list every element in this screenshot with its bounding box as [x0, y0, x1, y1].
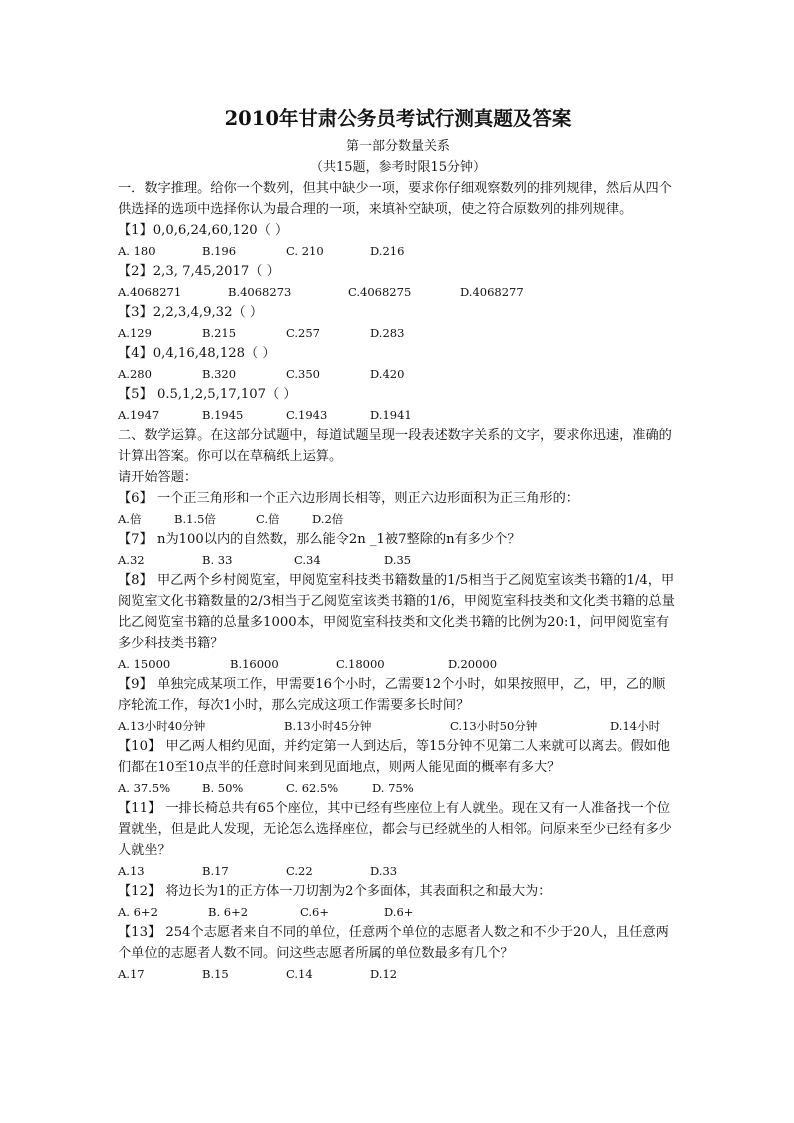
question-options — [118, 323, 678, 343]
question-text: 【1】0,0,6,24,60,120（ ） — [118, 223, 289, 238]
option-d: D.283 — [370, 326, 405, 340]
question-options — [118, 778, 678, 798]
question-text: 【5】 0.5,1,2,5,17,107（ ） — [118, 387, 297, 402]
question-options — [118, 654, 678, 674]
option-c: C. 62.5% — [286, 781, 339, 795]
question-options — [118, 964, 678, 984]
option-a: A.1947 — [118, 408, 160, 422]
option-b: B.320 — [202, 367, 237, 381]
option-a: A.13小时40分钟 — [118, 719, 206, 733]
option-a: A.280 — [118, 367, 152, 381]
part-title: 第一部分数量关系 — [345, 139, 450, 154]
option-a: A.129 — [118, 326, 152, 340]
option-a: A. 15000 — [118, 657, 171, 671]
option-a: A. 180 — [118, 244, 156, 258]
question-options — [118, 364, 678, 384]
option-a: A.4068271 — [118, 285, 182, 299]
option-d: D.33 — [370, 864, 398, 878]
option-b: B.1.5倍 — [174, 512, 216, 526]
question-text: 【7】 n为100以内的自然数，那么能令2n _1被7整除的n有多少个？ — [118, 532, 521, 547]
question-9 — [118, 674, 678, 736]
option-b: B.15 — [202, 967, 229, 981]
question-options — [118, 405, 678, 425]
question-options — [118, 282, 678, 302]
question-3 — [118, 302, 678, 343]
option-c: C.6+ — [300, 905, 329, 919]
option-b: B.4068273 — [228, 285, 292, 299]
option-b: B. 33 — [202, 553, 233, 567]
option-c: C.1943 — [286, 408, 328, 422]
option-a: A.17 — [118, 967, 145, 981]
option-b: B. 6+2 — [208, 905, 249, 919]
question-text: 【6】 一个正三角形和一个正六边形周长相等，则正六边形面积为正三角形的： — [118, 491, 579, 506]
section-2-intro: 二、数学运算。在这部分试题中，每道试题呈现一段表述数字关系的文字，要求你迅速，准确的计算出答案。你可以在草稿纸上运算。 — [118, 428, 672, 464]
option-d: D.12 — [370, 967, 398, 981]
option-c: C.22 — [286, 864, 313, 878]
option-d: D.4068277 — [460, 285, 524, 299]
question-12 — [118, 881, 678, 922]
option-d: D.2倍 — [312, 512, 344, 526]
question-text: 【13】 254个志愿者来自不同的单位，任意两个单位的志愿者人数之和不少于20人，且任意两个单位的志愿者人数不同。问这些志愿者所属的单位数最多有几个？ — [118, 925, 669, 961]
option-c: C. 210 — [286, 244, 324, 258]
question-text: 【8】 甲乙两个乡村阅览室，甲阅览室科技类书籍数量的1/5相当于乙阅览室该类书籍的1/4，甲阅览室文化书籍数量的2/3相当于乙阅览室该类书籍的1/6，甲阅览室科技类和文化类书籍的总量比乙阅览室书籍的总量多1000本，甲阅览室科技类和文化类书籍的比例为20:1，问甲阅览室有多少科技类书籍？ — [118, 573, 675, 651]
question-text: 【9】 单独完成某项工作，甲需要16个小时，乙需要12个小时，如果按照甲，乙，甲，乙的顺序轮流工作，每次1小时，那么完成这项工作需要多长时间？ — [118, 677, 666, 713]
section-1-intro: 一．数字推理。给你一个数列，但其中缺少一项，要求你仔细观察数列的排列规律，然后从四个供选择的选项中选择你认为最合理的一项，来填补空缺项，使之符合原数列的排列规律。 — [118, 181, 672, 217]
option-d: D.6+ — [384, 905, 414, 919]
question-6 — [118, 488, 678, 529]
option-a: A.32 — [118, 553, 145, 567]
question-4 — [118, 343, 678, 384]
option-b: B.13小时45分钟 — [284, 719, 372, 733]
option-c: C.257 — [286, 326, 320, 340]
question-text: 【4】0,4,16,48,128（ ） — [118, 346, 276, 361]
question-options — [118, 241, 678, 261]
option-d: D.1941 — [370, 408, 412, 422]
option-b: B. 50% — [202, 781, 244, 795]
option-c: C.18000 — [336, 657, 385, 671]
question-11 — [118, 798, 678, 881]
option-b: B.17 — [202, 864, 229, 878]
question-1 — [118, 220, 678, 261]
question-options — [118, 550, 678, 570]
question-text: 【2】2,3, 7,45,2017（ ） — [118, 264, 280, 279]
option-a: A.倍 — [118, 512, 142, 526]
section-2-start: 请开始答题： — [118, 470, 198, 485]
document-title: 2010年甘肃公务员考试行测真题及答案 — [224, 107, 572, 130]
option-a: A. 6+2 — [118, 905, 158, 919]
option-b: B.16000 — [230, 657, 279, 671]
question-text: 【11】 一排长椅总共有65个座位，其中已经有些座位上有人就坐。现在又有一人准备找一个位置就坐，但是此人发现，无论怎么选择座位，都会与已经就坐的人相邻。问原来至少已经有多少人就坐？ — [118, 801, 672, 858]
question-2 — [118, 261, 678, 302]
question-text: 【10】 甲乙两人相约见面，并约定第一人到达后，等15分钟不见第二人来就可以离去。假如他们都在10至10点半的任意时间来到见面地点，则两人能见面的概率有多大？ — [118, 739, 671, 775]
question-text: 【3】2,2,3,4,9,32（ ） — [118, 305, 264, 320]
question-5 — [118, 384, 678, 425]
option-d: D.216 — [370, 244, 405, 258]
part-note: （共15题，参考时限15分钟） — [309, 160, 487, 175]
document-page — [118, 104, 678, 984]
option-d: D. 75% — [372, 781, 414, 795]
option-c: C.350 — [286, 367, 320, 381]
question-options — [118, 902, 678, 922]
question-7 — [118, 529, 678, 570]
option-c: C.13小时50分钟 — [450, 719, 538, 733]
option-d: D.20000 — [448, 657, 498, 671]
option-b: B.215 — [202, 326, 237, 340]
option-d: D.420 — [370, 367, 405, 381]
option-c: C.34 — [294, 553, 321, 567]
option-b: B.196 — [202, 244, 237, 258]
option-c: C.倍 — [256, 512, 280, 526]
question-10 — [118, 736, 678, 798]
option-d: D.35 — [384, 553, 412, 567]
option-b: B.1945 — [202, 408, 244, 422]
option-a: A.13 — [118, 864, 145, 878]
option-c: C.4068275 — [348, 285, 412, 299]
option-c: C.14 — [286, 967, 313, 981]
question-text: 【12】 将边长为1的正方体一刀切割为2个多面体，其表面积之和最大为： — [118, 884, 552, 899]
option-d: D.14小时 — [610, 719, 661, 733]
option-a: A. 37.5% — [118, 781, 171, 795]
question-13 — [118, 922, 678, 984]
question-options — [118, 716, 678, 736]
question-8 — [118, 570, 678, 674]
question-options — [118, 861, 678, 881]
question-options — [118, 509, 678, 529]
